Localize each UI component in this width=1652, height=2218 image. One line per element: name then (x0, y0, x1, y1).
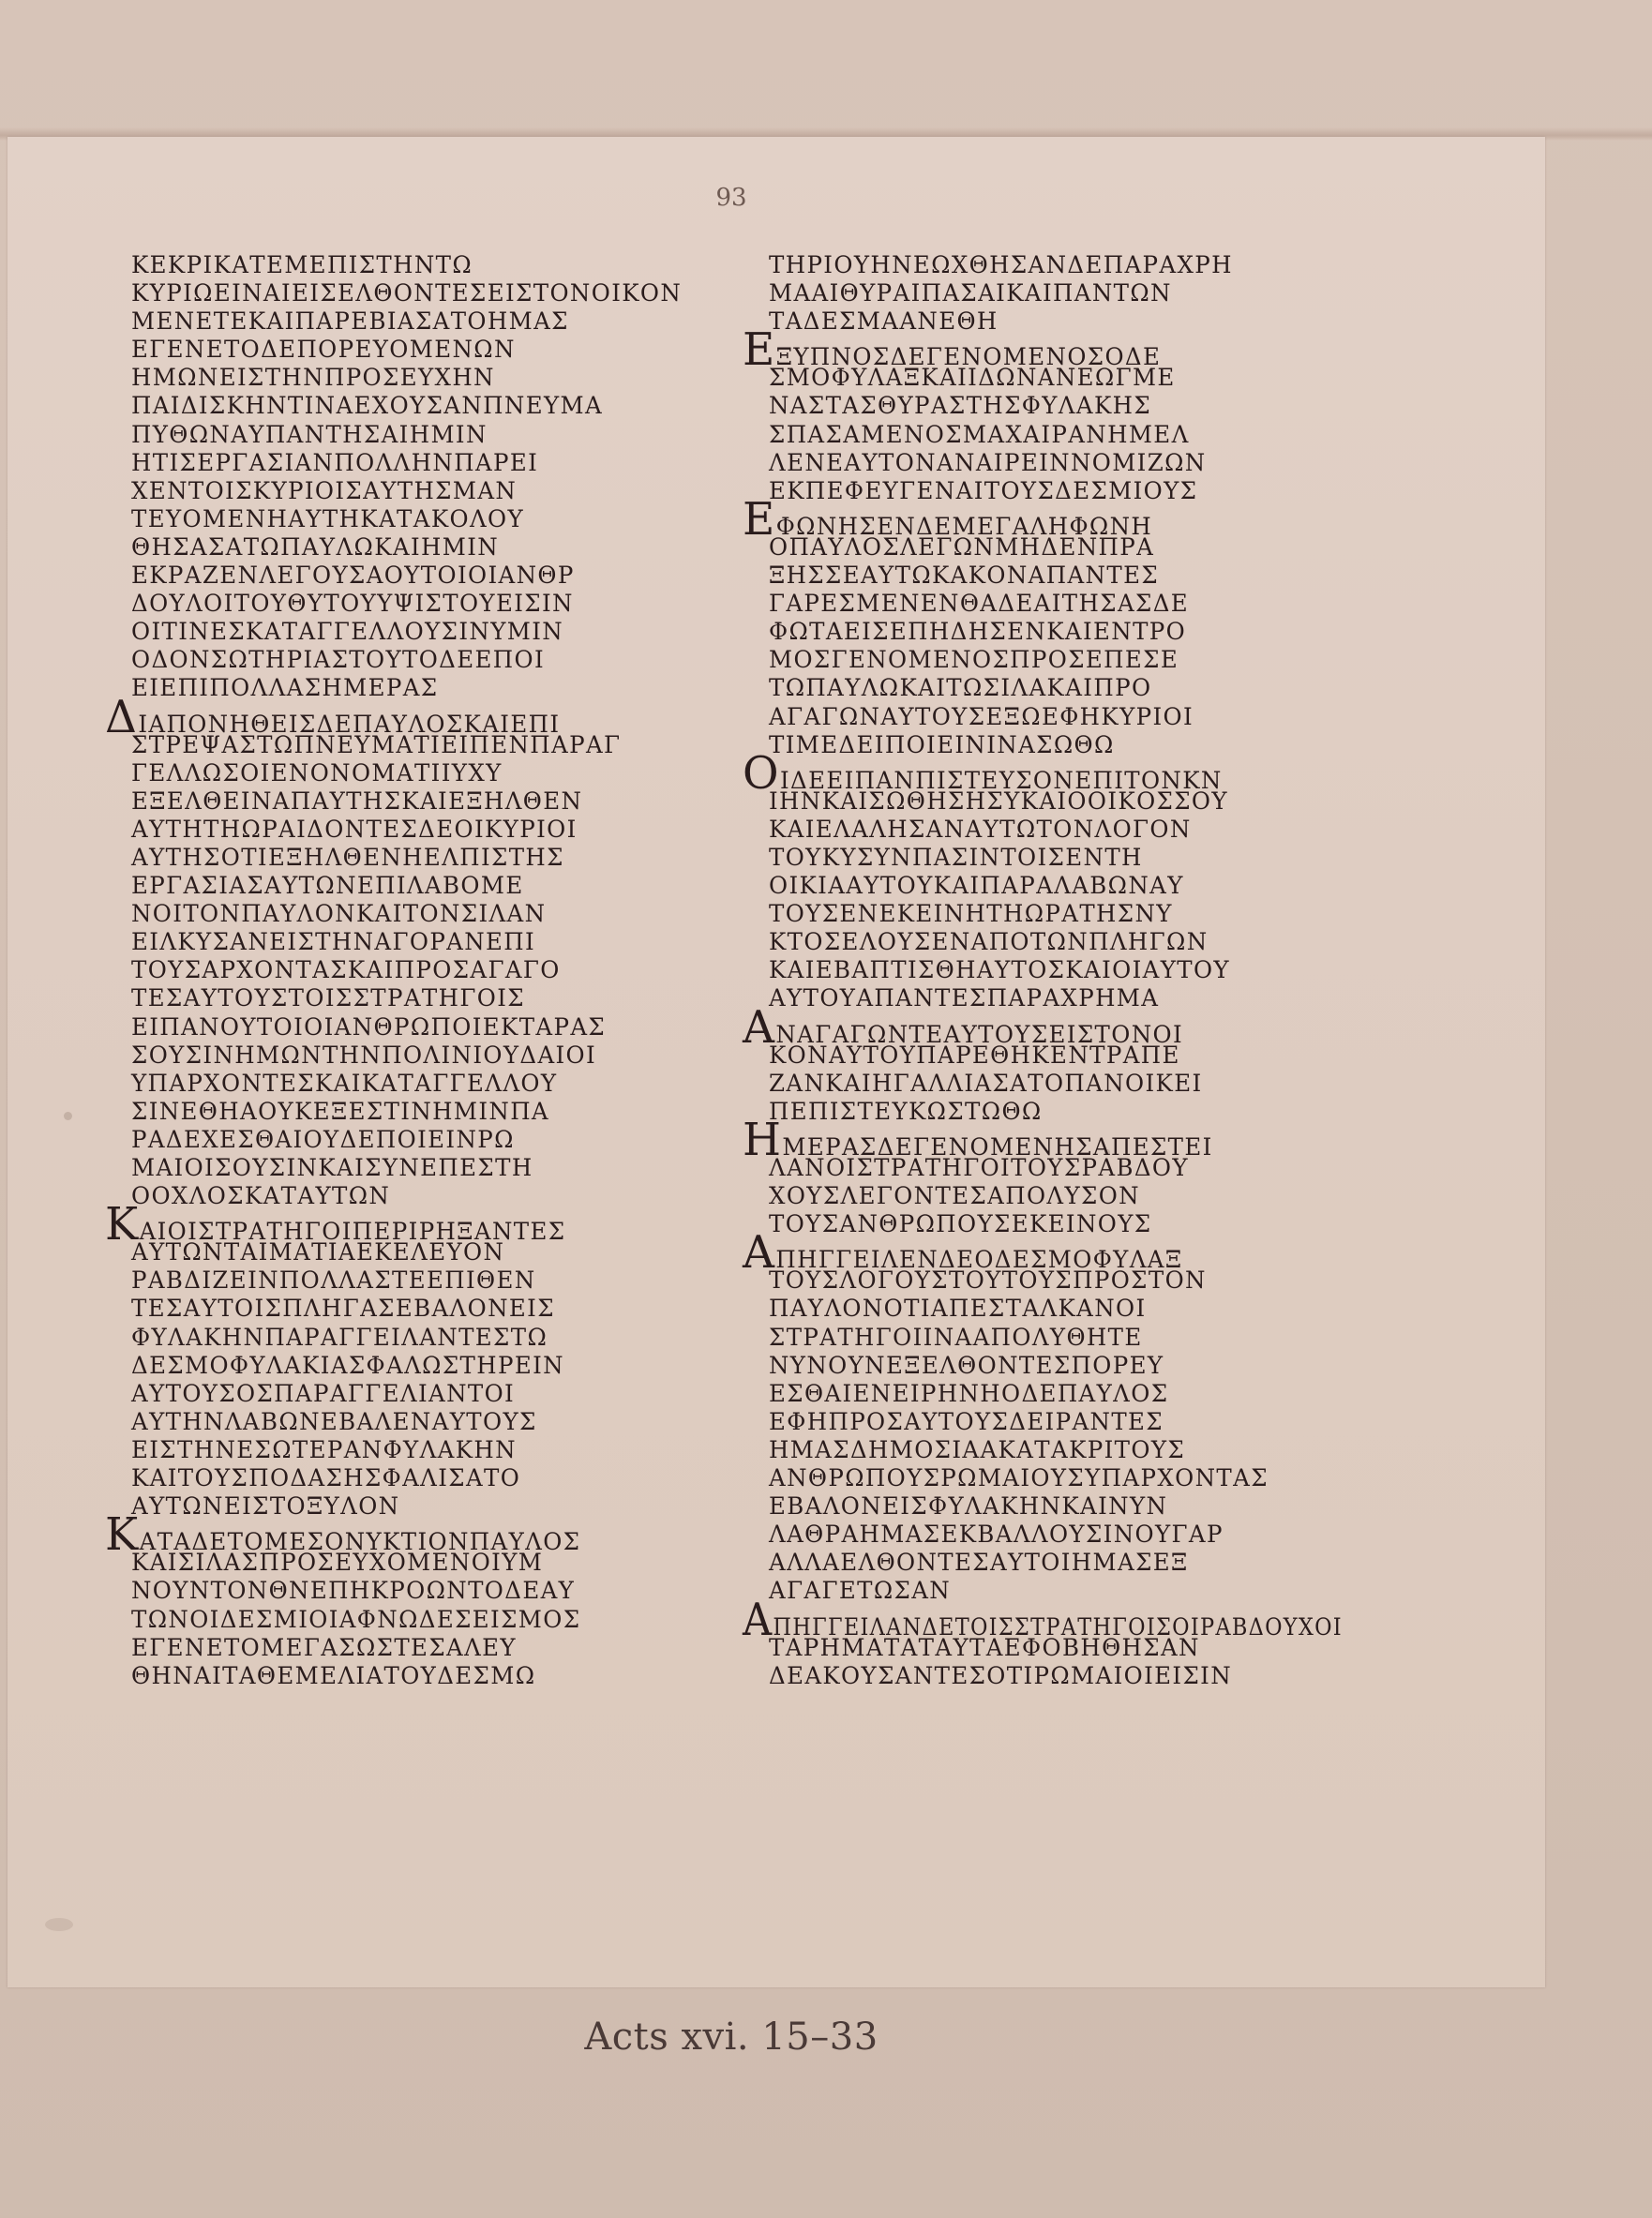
line-text: ΚΑΤΑΔΕΤΟΜΕΣΟΝΥΚΤΙΟΝΠΑΥΛΟΣ (105, 1508, 581, 1562)
manuscript-line (131, 1606, 731, 1634)
line-text: ΕΣΘΑΙΕΝΕΙΡΗΝΗΟΔΕΠΑΥΛΟΣ (769, 1379, 1169, 1407)
line-text: ΔΕΣΜΟΦΥΛΑΚΙΑΣΦΑΛΩΣΤΗΡΕΙΝ (131, 1351, 564, 1379)
line-text: ΟΟΧΛΟΣΚΑΤΑΥΤΩΝ (131, 1182, 391, 1210)
manuscript-line (743, 323, 1369, 377)
manuscript-line (131, 1266, 731, 1295)
line-text: ΘΗΣΑΣΑΤΩΠΑΥΛΩΚΑΙΗΜΙΝ (131, 532, 500, 561)
manuscript-line (769, 674, 1369, 702)
line-text: ΤΟΥΚΥΣΥΝΠΑΣΙΝΤΟΙΣΕΝΤΗ (769, 843, 1143, 871)
line-text: ΤΗΡΙΟΥΗΝΕΩΧΘΗΣΑΝΔΕΠΑΡΑΧΡΗ (769, 251, 1233, 278)
line-text: ΛΑΘΡΑΗΜΑΣΕΚΒΑΛΛΟΥΣΙΝΟΥΓΑΡ (769, 1521, 1224, 1549)
manuscript-line (131, 1126, 731, 1154)
line-text: ΑΓΑΓΕΤΩΣΑΝ (769, 1577, 952, 1605)
manuscript-line (105, 1198, 731, 1251)
manuscript-line (769, 1662, 1369, 1690)
line-text: ΤΟΥΣΑΝΘΡΩΠΟΥΣΕΚΕΙΝΟΥΣ (769, 1210, 1152, 1238)
line-text: ΜΑΙΟΙΣΟΥΣΙΝΚΑΙΣΥΝΕΠΕΣΤΗ (131, 1154, 533, 1181)
manuscript-line (105, 690, 731, 743)
manuscript-line (131, 1098, 731, 1126)
line-text: ΠΥΘΩΝΑΥΠΑΝΤΗΣΑΙΗΜΙΝ (131, 420, 488, 448)
line-text: ΟΔΟΝΣΩΤΗΡΙΑΣΤΟΥΤΟΔΕΕΠΟΙ (131, 646, 545, 674)
manuscript-line (131, 477, 731, 505)
manuscript-line (131, 1577, 731, 1605)
line-text: ΤΕΣΑΥΤΟΙΣΠΛΗΓΑΣΕΒΑΛΟΝΕΙΣ (131, 1295, 555, 1323)
line-text: ΡΑΔΕΧΕΣΘΑΙΟΥΔΕΠΟΙΕΙΝΡΩ (131, 1125, 515, 1153)
line-text: ΧΟΥΣΛΕΓΟΝΤΕΣΑΠΟΛΥΣΟΝ (769, 1182, 1140, 1210)
manuscript-line (131, 1324, 731, 1352)
manuscript-line (769, 1436, 1369, 1464)
line-text: ΚΥΡΙΩΕΙΝΑΙΕΙΣΕΛΘΟΝΤΕΣΕΙΣΤΟΝΟΙΚΟΝ (131, 279, 683, 307)
line-text: ΗΜΩΝΕΙΣΤΗΝΠΡΟΣΕΥΧΗΝ (131, 364, 495, 392)
manuscript-line (131, 505, 731, 533)
manuscript-line (131, 1352, 731, 1380)
manuscript-line (743, 492, 1369, 546)
manuscript-line (131, 618, 731, 646)
line-text: ΤΩΝΟΙΔΕΣΜΙΟΙΑΦΝΩΔΕΣΕΙΣΜΟΣ (131, 1605, 581, 1633)
manuscript-line (769, 477, 1369, 505)
manuscript-line (769, 1295, 1369, 1323)
line-text: ΛΑΝΟΙΣΤΡΑΤΗΓΟΙΤΟΥΣΡΑΒΔΟΥ (769, 1154, 1189, 1181)
line-text: ΟΙΔΕΕΙΠΑΝΠΙΣΤΕΥΣΟΝΕΠΙΤΟΝΚΝ (743, 746, 1223, 800)
line-text: ΑΥΤΟΥΑΠΑΝΤΕΣΠΑΡΑΧΡΗΜΑ (769, 984, 1160, 1012)
manuscript-line (743, 746, 1369, 800)
line-text: ΑΛΛΑΕΛΘΟΝΤΕΣΑΥΤΟΙΗΜΑΣΕΞ (769, 1549, 1189, 1577)
manuscript-line (743, 1226, 1369, 1280)
right-text-column (743, 251, 1369, 1690)
manuscript-line (769, 421, 1369, 449)
line-text: ΞΗΣΣΕΑΥΤΩΚΑΚΟΝΑΠΑΝΤΕΣ (769, 562, 1160, 590)
line-text: ΑΥΤΗΤΗΩΡΑΙΔΟΝΤΕΣΔΕΟΙΚΥΡΙΟΙ (131, 815, 578, 843)
manuscript-line (131, 392, 731, 420)
manuscript-line (769, 1210, 1369, 1238)
manuscript-line (131, 1070, 731, 1098)
line-text: ΕΚΠΕΦΕΥΓΕΝΑΙΤΟΥΣΔΕΣΜΙΟΥΣ (769, 476, 1198, 504)
manuscript-line (131, 1662, 731, 1690)
manuscript-line (769, 1380, 1369, 1408)
manuscript-line (131, 731, 731, 759)
line-text: ΕΙΠΑΝΟΥΤΟΙΟΙΑΝΘΡΩΠΟΙΕΚΤΑΡΑΣ (131, 1012, 607, 1041)
manuscript-line (131, 816, 731, 844)
line-text: ΑΥΤΗΝΛΑΒΩΝΕΒΑΛΕΝΑΥΤΟΥΣ (131, 1407, 537, 1435)
line-text: ΚΟΝΑΥΤΟΥΠΑΡΕΘΗΚΕΝΤΡΑΠΕ (769, 1041, 1180, 1069)
page-caption: Acts xvi. 15–33 (584, 2016, 879, 2059)
line-text: ΤΟΥΣΕΝΕΚΕΙΝΗΤΗΩΡΑΤΗΣΝΥ (769, 900, 1173, 928)
manuscript-line (131, 674, 731, 702)
line-text: ΓΕΛΛΩΣΟΙΕΝΟΝΟΜΑΤΙΙΥΧΥ (131, 758, 503, 787)
line-text: ΚΕΚΡΙΚΑΤΕΜΕΠΙΣΤΗΝΤΩ (131, 251, 473, 278)
manuscript-line (769, 872, 1369, 900)
manuscript-line (743, 1113, 1369, 1166)
line-text: ΕΚΡΑΖΕΝΛΕΓΟΥΣΑΟΥΤΟΙΟΙΑΝΘΡ (131, 562, 575, 590)
manuscript-line (105, 1508, 731, 1562)
manuscript-line (769, 703, 1369, 731)
left-text-column (105, 251, 731, 1690)
manuscript-line (131, 1238, 731, 1266)
manuscript-line (769, 928, 1369, 956)
manuscript-line (769, 1492, 1369, 1521)
line-text: ΡΑΒΔΙΖΕΙΝΠΟΛΛΑΣΤΕΕΠΙΘΕΝ (131, 1266, 536, 1295)
manuscript-line (769, 1549, 1369, 1577)
manuscript-line (769, 307, 1369, 336)
manuscript-line (769, 816, 1369, 844)
manuscript-line (769, 1352, 1369, 1380)
line-text: ΕΦΗΠΡΟΣΑΥΤΟΥΣΔΕΙΡΑΝΤΕΣ (769, 1407, 1164, 1435)
line-text: ΣΤΡΕΨΑΣΤΩΠΝΕΥΜΑΤΙΕΙΠΕΝΠΑΡΑΓ (131, 730, 622, 758)
line-text: ΟΙΚΙΑΑΥΤΟΥΚΑΙΠΑΡΑΛΑΒΩΝΑΥ (769, 872, 1184, 900)
manuscript-line (769, 1577, 1369, 1605)
line-text: ΕΡΓΑΣΙΑΣΑΥΤΩΝΕΠΙΛΑΒΟΜΕ (131, 872, 524, 900)
manuscript-line (769, 1098, 1369, 1126)
line-text: ΕΞΕΛΘΕΙΝΑΠΑΥΤΗΣΚΑΙΕΞΗΛΘΕΝ (131, 787, 583, 815)
manuscript-line (769, 618, 1369, 646)
line-text: ΝΟΙΤΟΝΠΑΥΛΟΝΚΑΙΤΟΝΣΙΛΑΝ (131, 900, 547, 928)
manuscript-line (131, 1408, 731, 1436)
line-text: ΕΙΣΤΗΝΕΣΩΤΕΡΑΝΦΥΛΑΚΗΝ (131, 1435, 517, 1463)
line-text: ΚΑΙΤΟΥΣΠΟΔΑΣΗΣΦΑΛΙΣΑΤΟ (131, 1464, 521, 1492)
manuscript-line (131, 1380, 731, 1408)
line-text: ΤΕΥΟΜΕΝΗΑΥΤΗΚΑΤΑΚΟΛΟΥ (131, 504, 525, 532)
manuscript-line (769, 1324, 1369, 1352)
line-text: ΑΥΤΩΝΕΙΣΤΟΞΥΛΟΝ (131, 1492, 400, 1521)
manuscript-line (131, 787, 731, 816)
line-text: ΗΜΑΣΔΗΜΟΣΙΑΑΚΑΤΑΚΡΙΤΟΥΣ (769, 1435, 1186, 1463)
manuscript-line (131, 307, 731, 336)
manuscript-line (131, 872, 731, 900)
manuscript-line (131, 251, 731, 279)
line-text: ΠΕΠΙΣΤΕΥΚΩΣΤΩΘΩ (769, 1097, 1043, 1125)
line-text: ΤΙΜΕΔΕΙΠΟΙΕΙΝΙΝΑΣΩΘΩ (769, 730, 1115, 758)
manuscript-line (131, 1013, 731, 1042)
line-text: ΥΠΑΡΧΟΝΤΕΣΚΑΙΚΑΤΑΓΓΕΛΛΟΥ (131, 1069, 558, 1097)
line-text: ΕΦΩΝΗΣΕΝΔΕΜΕΓΑΛΗΦΩΝΗ (743, 492, 1153, 546)
manuscript-line (769, 646, 1369, 674)
line-text: ΔΙΑΠΟΝΗΘΕΙΣΔΕΠΑΥΛΟΣΚΑΙΕΠΙ (105, 690, 561, 743)
manuscript-line (743, 1593, 1369, 1646)
manuscript-line (769, 1042, 1369, 1070)
line-text: ΤΕΣΑΥΤΟΥΣΤΟΙΣΣΤΡΑΤΗΓΟΙΣ (131, 984, 525, 1012)
line-text: ΑΥΤΗΣΟΤΙΕΞΗΛΘΕΝΗΕΛΠΙΣΤΗΣ (131, 843, 564, 871)
manuscript-line (131, 928, 731, 956)
line-text: ΧΕΝΤΟΙΣΚΥΡΙΟΙΣΑΥΤΗΣΜΑΝ (131, 476, 518, 504)
line-text: ΜΕΝΕΤΕΚΑΙΠΑΡΕΒΙΑΣΑΤΟΗΜΑΣ (131, 307, 569, 336)
manuscript-line (131, 562, 731, 590)
manuscript-line (769, 1154, 1369, 1182)
line-text: ΠΑΥΛΟΝΟΤΙΑΠΕΣΤΑΛΚΑΝΟΙ (769, 1295, 1147, 1323)
manuscript-line (131, 956, 731, 984)
manuscript-line (131, 1549, 731, 1577)
line-text: ΜΟΣΓΕΝΟΜΕΝΟΣΠΡΟΣΕΠΕΣΕ (769, 646, 1179, 674)
line-text: ΑΓΑΓΩΝΑΥΤΟΥΣΕΞΩΕΦΗΚΥΡΙΟΙ (769, 702, 1194, 730)
line-text: ΚΑΙΟΙΣΤΡΑΤΗΓΟΙΠΕΡΙΡΗΞΑΝΤΕΣ (105, 1198, 566, 1251)
manuscript-line (131, 533, 731, 562)
line-text: ΤΑΔΕΣΜΑΑΝΕΘΗ (769, 307, 999, 336)
manuscript-line (131, 1492, 731, 1521)
manuscript-line (131, 449, 731, 477)
manuscript-line (131, 1042, 731, 1070)
manuscript-line (131, 1295, 731, 1323)
manuscript-line (131, 364, 731, 392)
manuscript-line (131, 279, 731, 307)
manuscript-line (743, 1000, 1369, 1054)
line-text: ΚΤΟΣΕΛΟΥΣΕΝΑΠΟΤΩΝΠΛΗΓΩΝ (769, 928, 1209, 956)
line-text: ΕΙΕΠΙΠΟΛΛΑΣΗΜΕΡΑΣ (131, 674, 439, 702)
manuscript-line (131, 759, 731, 787)
manuscript-line (769, 364, 1369, 392)
line-text: ΙΗΝΚΑΙΣΩΘΗΣΗΣΥΚΑΙΟΟΙΚΟΣΣΟΥ (769, 787, 1228, 815)
line-text: ΔΟΥΛΟΙΤΟΥΘΥΤΟΥΥΨΙΣΤΟΥΕΙΣΙΝ (131, 590, 574, 618)
line-text: ΜΑΑΙΘΥΡΑΙΠΑΣΑΙΚΑΙΠΑΝΤΩΝ (769, 279, 1172, 307)
manuscript-line (769, 449, 1369, 477)
manuscript-line (769, 392, 1369, 420)
line-text: ΣΟΥΣΙΝΗΜΩΝΤΗΝΠΟΛΙΝΙΟΥΔΑΙΟΙ (131, 1041, 597, 1069)
line-text: ΤΟΥΣΛΟΓΟΥΣΤΟΥΤΟΥΣΠΡΟΣΤΟΝ (769, 1266, 1207, 1295)
manuscript-line (131, 1464, 731, 1492)
line-text: ΟΠΑΥΛΟΣΛΕΓΩΝΜΗΔΕΝΠΡΑ (769, 532, 1155, 561)
manuscript-line (131, 1436, 731, 1464)
line-text: ΕΞΥΠΝΟΣΔΕΓΕΝΟΜΕΝΟΣΟΔΕ (743, 323, 1162, 377)
manuscript-line (769, 1464, 1369, 1492)
manuscript-line (769, 731, 1369, 759)
line-text: ΖΑΝΚΑΙΗΓΑΛΛΙΑΣΑΤΟΠΑΝΟΙΚΕΙ (769, 1069, 1203, 1097)
line-text: ΦΥΛΑΚΗΝΠΑΡΑΓΓΕΙΛΑΝΤΕΣΤΩ (131, 1323, 548, 1351)
manuscript-line (769, 251, 1369, 279)
manuscript-line (769, 956, 1369, 984)
manuscript-line (769, 1634, 1369, 1662)
line-text: ΝΟΥΝΤΟΝΘΝΕΠΗΚΡΟΩΝΤΟΔΕΑΥ (131, 1577, 576, 1605)
line-text: ΑΝΘΡΩΠΟΥΣΡΩΜΑΙΟΥΣΥΠΑΡΧΟΝΤΑΣ (769, 1464, 1269, 1492)
manuscript-line (769, 1408, 1369, 1436)
line-text: ΤΑΡΗΜΑΤΑΤΑΥΤΑΕΦΟΒΗΘΗΣΑΝ (769, 1633, 1200, 1661)
line-text: ΤΟΥΣΑΡΧΟΝΤΑΣΚΑΙΠΡΟΣΑΓΑΓΟ (131, 956, 561, 984)
line-text: ΝΥΝΟΥΝΕΞΕΛΘΟΝΤΕΣΠΟΡΕΥ (769, 1351, 1164, 1379)
line-text: ΑΥΤΩΝΤΑΙΜΑΤΙΑΕΚΕΛΕΥΟΝ (131, 1238, 505, 1266)
manuscript-line (131, 421, 731, 449)
line-text: ΣΜΟΦΥΛΑΞΚΑΙΙΔΩΝΑΝΕΩΓΜΕ (769, 364, 1176, 392)
manuscript-line (131, 646, 731, 674)
line-text: ΝΑΣΤΑΣΘΥΡΑΣΤΗΣΦΥΛΑΚΗΣ (769, 392, 1152, 420)
line-text: ΦΩΤΑΕΙΣΕΠΗΔΗΣΕΝΚΑΙΕΝΤΡΟ (769, 618, 1187, 646)
line-text: ΚΑΙΕΒΑΠΤΙΣΘΗΑΥΤΟΣΚΑΙΟΙΑΥΤΟΥ (769, 956, 1230, 984)
manuscript-line (131, 336, 731, 364)
manuscript-line (131, 1154, 731, 1182)
line-text: ΛΕΝΕΑΥΤΟΝΑΝΑΙΡΕΙΝΝΟΜΙΖΩΝ (769, 448, 1207, 476)
manuscript-line (769, 787, 1369, 816)
line-text: ΤΩΠΑΥΛΩΚΑΙΤΩΣΙΛΑΚΑΙΠΡΟ (769, 674, 1152, 702)
line-text: ΚΑΙΕΛΑΛΗΣΑΝΑΥΤΩΤΟΝΛΟΓΟΝ (769, 815, 1192, 843)
manuscript-line (769, 1266, 1369, 1295)
line-text: ΔΕΑΚΟΥΣΑΝΤΕΣΟΤΙΡΩΜΑΙΟΙΕΙΣΙΝ (769, 1661, 1233, 1689)
manuscript-line (131, 844, 731, 872)
line-text: ΣΙΝΕΘΗΑΟΥΚΕΞΕΣΤΙΝΗΜΙΝΠΑ (131, 1097, 550, 1125)
manuscript-line (769, 562, 1369, 590)
line-text: ΑΝΑΓΑΓΩΝΤΕΑΥΤΟΥΣΕΙΣΤΟΝΟΙ (743, 1000, 1184, 1054)
line-text: ΣΤΡΑΤΗΓΟΙΙΝΑΑΠΟΛΥΘΗΤΕ (769, 1323, 1143, 1351)
manuscript-line (769, 533, 1369, 562)
line-text: ΑΠΗΓΓΕΙΛΑΝΔΕΤΟΙΣΣΤΡΑΤΗΓΟΙΣΟΙΡΑΒΔΟΥΧΟΙ (743, 1593, 1343, 1646)
line-text: ΕΒΑΛΟΝΕΙΣΦΥΛΑΚΗΝΚΑΙΝΥΝ (769, 1492, 1168, 1521)
line-text: ΟΙΤΙΝΕΣΚΑΤΑΓΓΕΛΛΟΥΣΙΝΥΜΙΝ (131, 618, 564, 646)
line-text: ΠΑΙΔΙΣΚΗΝΤΙΝΑΕΧΟΥΣΑΝΠΝΕΥΜΑ (131, 392, 604, 420)
line-text: ΚΑΙΣΙΛΑΣΠΡΟΣΕΥΧΟΜΕΝΟΙΥΜ (131, 1549, 544, 1577)
manuscript-line (131, 1182, 731, 1210)
line-text: ΓΑΡΕΣΜΕΝΕΝΘΑΔΕΑΙΤΗΣΑΣΔΕ (769, 590, 1190, 618)
line-text: ΗΤΙΣΕΡΓΑΣΙΑΝΠΟΛΛΗΝΠΑΡΕΙ (131, 448, 539, 476)
page-number: 93 (715, 184, 747, 212)
manuscript-line (769, 900, 1369, 928)
line-text: ΕΙΛΚΥΣΑΝΕΙΣΤΗΝΑΓΟΡΑΝΕΠΙ (131, 928, 536, 956)
line-text: ΘΗΝΑΙΤΑΘΕΜΕΛΙΑΤΟΥΔΕΣΜΩ (131, 1661, 536, 1689)
manuscript-line (769, 1521, 1369, 1549)
manuscript-line (769, 984, 1369, 1012)
manuscript-line (769, 590, 1369, 618)
line-text: ΕΓΕΝΕΤΟΜΕΓΑΣΩΣΤΕΣΑΛΕΥ (131, 1633, 517, 1661)
manuscript-line (769, 279, 1369, 307)
manuscript-line (769, 844, 1369, 872)
manuscript-line (131, 590, 731, 618)
line-text: ΣΠΑΣΑΜΕΝΟΣΜΑΧΑΙΡΑΝΗΜΕΛ (769, 420, 1190, 448)
manuscript-line (131, 984, 731, 1012)
line-text: ΕΓΕΝΕΤΟΔΕΠΟΡΕΥΟΜΕΝΩΝ (131, 336, 516, 364)
line-text: ΑΠΗΓΓΕΙΛΕΝΔΕΟΔΕΣΜΟΦΥΛΑΞ (743, 1226, 1183, 1280)
line-text: ΑΥΤΟΥΣΟΣΠΑΡΑΓΓΕΛΙΑΝΤΟΙ (131, 1379, 516, 1407)
line-text: ΗΜΕΡΑΣΔΕΓΕΝΟΜΕΝΗΣΑΠΕΣΤΕΙ (743, 1113, 1213, 1166)
manuscript-line (131, 1634, 731, 1662)
manuscript-line (769, 1182, 1369, 1210)
manuscript-line (769, 1070, 1369, 1098)
manuscript-line (131, 900, 731, 928)
